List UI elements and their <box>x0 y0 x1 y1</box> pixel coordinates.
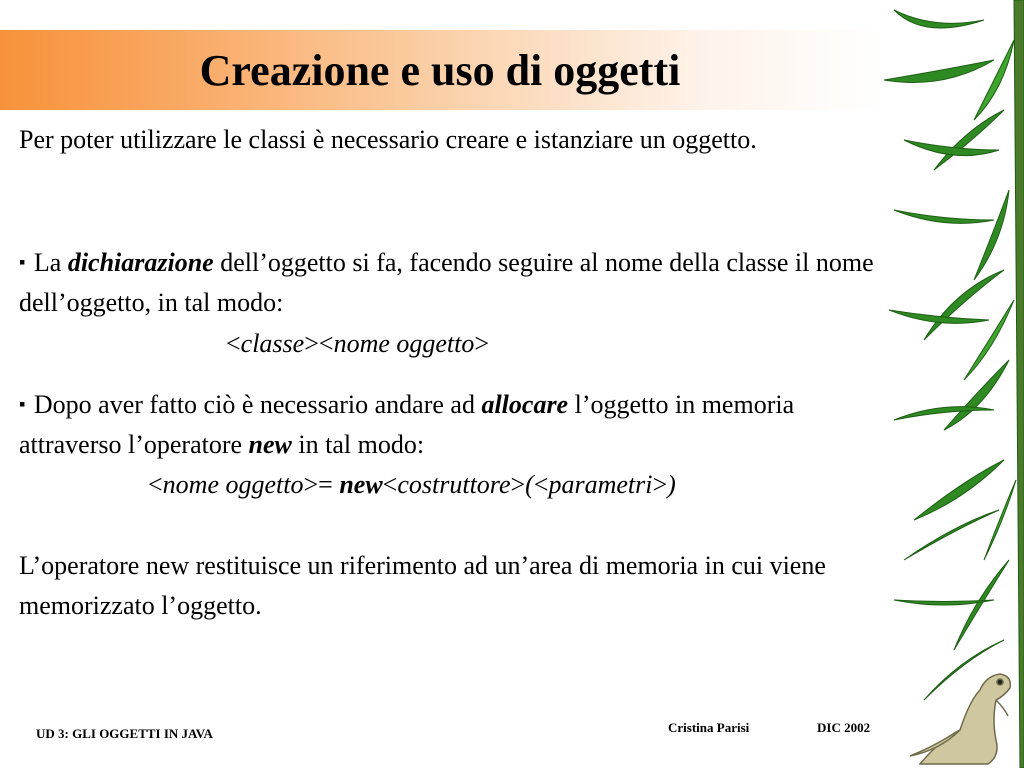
syntax-costruttore: costruttore <box>397 470 511 499</box>
syntax-new-keyword: new <box>339 470 383 499</box>
syntax-bracket: < <box>148 470 163 499</box>
syntax-nome-oggetto: nome oggetto <box>333 329 475 358</box>
syntax-bracket: < <box>382 470 398 499</box>
syntax-bracket: < <box>318 329 334 358</box>
allocation-text-after: in tal modo: <box>291 430 425 459</box>
declaration-syntax <box>226 324 489 364</box>
slide-title: Creazione e uso di oggetti <box>199 45 681 95</box>
declaration-text-after: dell’oggetto si fa, facendo seguire al nome della classe il nome dell’oggetto, in tal modo: <box>19 248 874 317</box>
new-keyword: new <box>248 430 292 459</box>
allocation-paragraph <box>19 384 879 465</box>
syntax-bracket: < <box>533 470 549 499</box>
syntax-bracket: > <box>652 470 668 499</box>
bamboo-leaves-icon <box>864 0 1024 768</box>
allocation-text-middle: l’oggetto in memoria attraverso l’operatore <box>19 390 795 459</box>
closing-paragraph: L’operatore new restituisce un riferimento ad un’area di memoria in cui viene memorizzato l’oggetto. <box>19 551 826 620</box>
allocation-term: allocare <box>481 390 569 419</box>
intro-paragraph: Per poter utilizzare le classi è necessario creare e istanziare un oggetto. <box>19 125 757 154</box>
lizard-icon <box>900 660 1024 768</box>
declaration-paragraph <box>19 242 879 323</box>
bullet-icon: ▪ <box>19 394 26 414</box>
syntax-bracket: > <box>304 329 319 358</box>
syntax-nome-oggetto: nome oggetto <box>162 470 304 499</box>
syntax-parametri: parametri <box>548 470 653 499</box>
syntax-equals: = <box>318 470 340 499</box>
syntax-bracket: > <box>303 470 319 499</box>
syntax-bracket: > <box>474 329 490 358</box>
declaration-term: dichiarazione <box>67 248 214 277</box>
footer-unit: UD 3: GLI OGGETTI IN JAVA <box>36 726 213 741</box>
syntax-bracket: > <box>510 470 526 499</box>
footer-author: Cristina Parisi <box>668 720 750 735</box>
allocation-text-before: Dopo aver fatto ciò è necessario andare ad <box>27 390 482 419</box>
syntax-bracket: < <box>226 329 241 358</box>
syntax-classe: classe <box>240 329 305 358</box>
allocation-syntax <box>148 465 676 505</box>
declaration-text-before: La <box>33 248 68 277</box>
bullet-icon: ▪ <box>19 252 26 272</box>
syntax-paren: ( <box>525 470 534 499</box>
footer-date: DIC 2002 <box>817 720 871 735</box>
syntax-paren: ) <box>667 470 676 499</box>
